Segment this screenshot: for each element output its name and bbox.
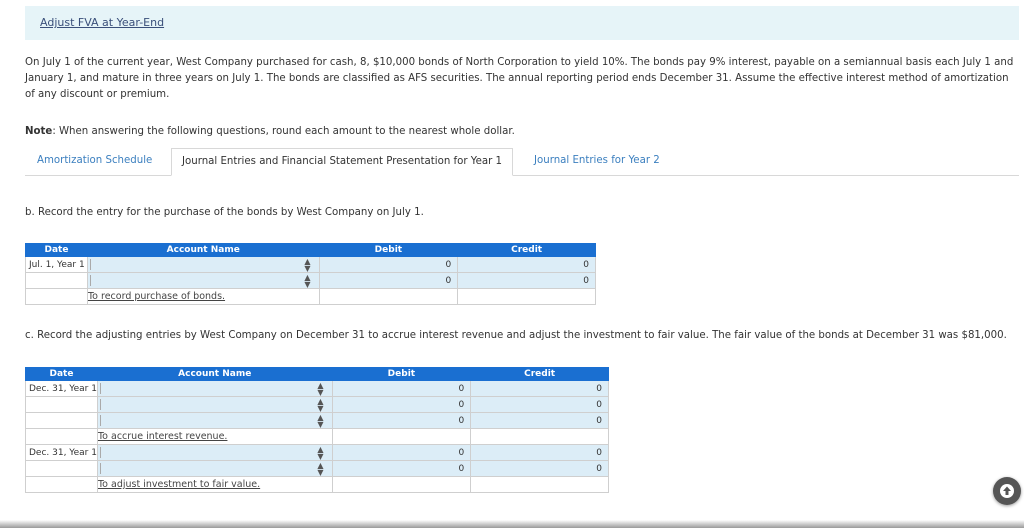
debit-input[interactable]: 0 [332,397,471,413]
debit-input[interactable]: 0 [332,461,471,477]
journal-table-b [25,243,596,305]
col-header-debit: Debit [332,368,471,381]
table-row [26,429,609,445]
problem-text: On July 1 of the current year, West Company purchased for cash, 8, $10,000 bonds of North Corporation to yield 10%. The bonds pay 9% interest, payable on a semiannual basis each July 1 and January 1, and mature in three years on July 1. The bonds are classified as AFS securities. The annual reporting period ends December 31. Assume the effective interest method of amortization of any discount or premium. [25,57,1014,100]
account-select[interactable] [87,273,319,289]
note-text: : When answering the following questions, round each amount to the nearest whole dollar. [52,126,515,137]
debit-input[interactable]: 0 [332,413,471,429]
memo-text: To accrue interest revenue. [97,429,332,445]
header-band [25,6,1019,40]
credit-input[interactable]: 0 [471,381,609,397]
tab-bar [25,148,1019,176]
bottom-edge [0,520,1024,528]
tab-journal-entries-year-1[interactable]: Journal Entries and Financial Statement Presentation for Year 1 [171,148,513,176]
date-cell[interactable] [26,445,98,461]
scroll-to-top-button[interactable] [993,477,1021,505]
select-arrow-icon: ▲ ▼ [317,413,324,429]
memo-text: To record purchase of bonds. [87,289,319,305]
select-arrow-icon: ▲ ▼ [317,397,324,413]
table-row [26,381,609,397]
table-row [26,397,609,413]
select-arrow-icon: ▲ ▼ [317,445,324,461]
note [25,126,515,137]
debit-input[interactable]: 0 [319,257,458,273]
table-row [26,289,596,305]
account-select[interactable] [97,381,332,397]
table-row [26,273,596,289]
col-header-account: Account Name [87,244,319,257]
arrow-up-icon [999,483,1015,499]
credit-input[interactable]: 0 [458,257,596,273]
date-cell[interactable] [26,381,98,397]
journal-table-c [25,367,609,493]
credit-input[interactable]: 0 [471,397,609,413]
page-title[interactable]: Adjust FVA at Year-End [40,16,165,29]
col-header-credit: Credit [458,244,596,257]
debit-input[interactable]: 0 [332,445,471,461]
memo-text: To adjust investment to fair value. [97,477,332,493]
question-c: c. Record the adjusting entries by West Company on December 31 to accrue interest revenue and adjust the investment to fair value. The fair value of the bonds at December 31 was $81,000. [25,330,1007,341]
question-b: b. Record the entry for the purchase of the bonds by West Company on July 1. [25,207,424,218]
tab-amortization-schedule[interactable]: Amortization Schedule [37,155,153,166]
date-value: Dec. 31, Year 1 [29,383,97,394]
account-select[interactable] [97,397,332,413]
col-header-date: Date [26,368,98,381]
table-row [26,461,609,477]
select-arrow-icon: ▲ ▼ [304,273,311,289]
credit-input[interactable]: 0 [471,461,609,477]
col-header-account: Account Name [97,368,332,381]
table-row [26,257,596,273]
table-row [26,477,609,493]
col-header-credit: Credit [471,368,609,381]
account-select[interactable] [87,257,319,273]
note-label: Note [25,126,53,137]
select-arrow-icon: ▲ ▼ [317,461,324,477]
date-value: Dec. 31, Year 1 [29,447,97,458]
table-row [26,413,609,429]
select-arrow-icon: ▲ ▼ [317,381,324,397]
credit-input[interactable]: 0 [471,445,609,461]
date-value: Jul. 1, Year 1 [29,259,85,270]
col-header-debit: Debit [319,244,458,257]
table-row [26,445,609,461]
select-arrow-icon: ▲ ▼ [304,257,311,273]
tab-journal-entries-year-2[interactable]: Journal Entries for Year 2 [534,155,660,166]
account-select[interactable] [97,461,332,477]
col-header-date: Date [26,244,88,257]
account-select[interactable] [97,445,332,461]
credit-input[interactable]: 0 [458,273,596,289]
account-select[interactable] [97,413,332,429]
debit-input[interactable]: 0 [332,381,471,397]
debit-input[interactable]: 0 [319,273,458,289]
date-cell[interactable] [26,257,88,273]
credit-input[interactable]: 0 [471,413,609,429]
